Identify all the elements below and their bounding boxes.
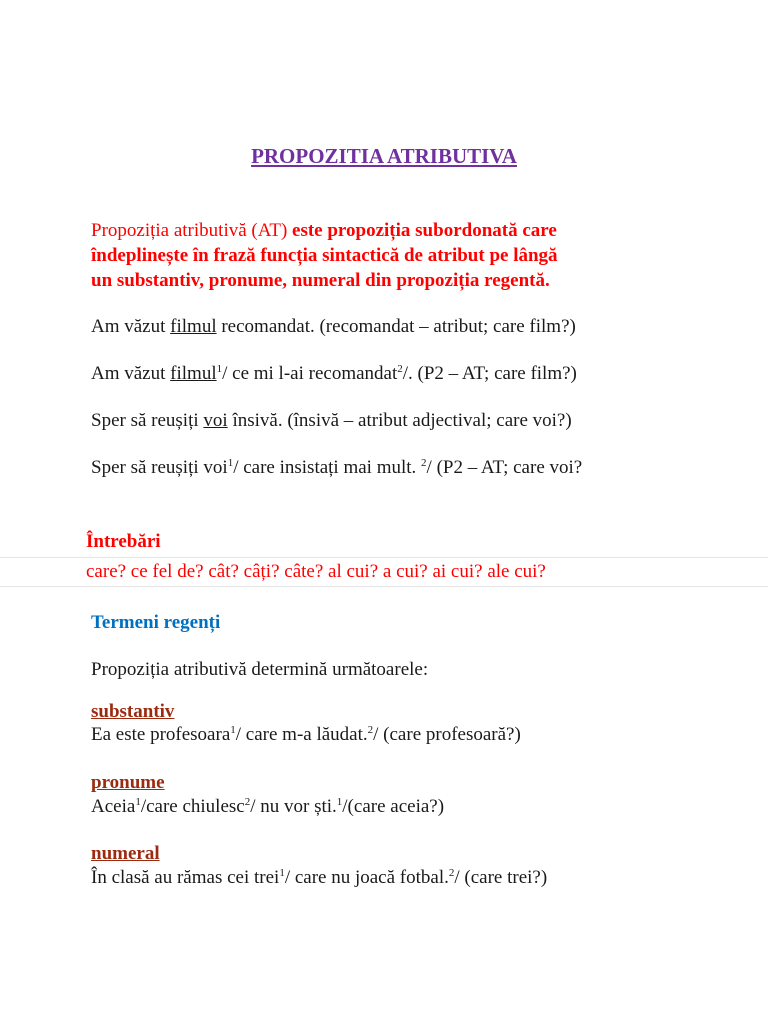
example-text: Ea este profesoara	[91, 724, 231, 745]
regent-example-substantiv	[91, 723, 521, 747]
example-text: În clasă au rămas cei trei	[91, 867, 280, 888]
example-1	[91, 315, 576, 339]
example-3	[91, 409, 572, 433]
example-text: / (care profesoară?)	[373, 724, 521, 745]
superscript: 1	[227, 457, 234, 469]
example-text: Am văzut	[91, 363, 171, 384]
questions-heading: Întrebări	[86, 531, 161, 552]
example-text: / ce mi l-ai recomandat	[222, 363, 398, 384]
definition-bold-3: un substantiv, pronume, numeral din propoziția regentă.	[91, 270, 550, 291]
example-text: însivă. (însivă – atribut adjectival; care voi?)	[227, 410, 572, 431]
definition-bold-2: îndeplinește în frază funcția sintactică de atribut pe lângă	[91, 245, 558, 266]
definition-lead: Propoziția atributivă (AT)	[91, 220, 293, 241]
page-title: PROPOZITIA ATRIBUTIVA	[251, 144, 517, 168]
superscript: 1	[135, 796, 141, 808]
example-text: Sper să reușiți voi	[91, 457, 228, 478]
example-text: recomandat. (recomandat – atribut; care film?)	[216, 316, 576, 337]
superscript: 2	[244, 796, 251, 808]
regents-intro: Propoziția atributivă determină următoarele:	[91, 659, 429, 680]
example-text: /. (P2 – AT; care film?)	[402, 363, 577, 384]
example-underlined: filmul	[170, 316, 217, 337]
example-underlined: voi	[203, 410, 228, 431]
superscript: 2	[367, 724, 374, 736]
superscript: 2	[448, 867, 455, 879]
category-substantiv: substantiv	[91, 701, 175, 722]
category-numeral: numeral	[91, 843, 160, 864]
example-text: / nu vor ști.	[250, 796, 337, 817]
category-pronume: pronume	[91, 772, 165, 793]
regent-example-numeral	[91, 866, 547, 890]
example-text: Sper să reușiți	[91, 410, 204, 431]
example-2	[91, 362, 577, 386]
example-text: / care insistați mai mult.	[233, 457, 422, 478]
definition-bold-1: este propoziția subordonată care	[292, 220, 557, 241]
example-text: Am văzut	[91, 316, 171, 337]
example-underlined: filmul	[170, 363, 217, 384]
example-text: / (P2 – AT; care voi?	[426, 457, 583, 478]
example-text: /care chiulesc	[140, 796, 245, 817]
example-text: /(care aceia?)	[342, 796, 445, 817]
definition-paragraph	[91, 218, 558, 293]
regents-heading: Termeni regenți	[91, 612, 221, 633]
example-text: / care nu joacă fotbal.	[284, 867, 449, 888]
example-text: / (care trei?)	[454, 867, 548, 888]
example-text: Aceia	[91, 796, 136, 817]
superscript: 1	[336, 796, 343, 808]
superscript: 2	[397, 363, 403, 375]
example-text: / care m-a lăudat.	[235, 724, 368, 745]
superscript: 1	[230, 724, 236, 736]
superscript: 1	[216, 363, 223, 375]
superscript: 1	[279, 867, 285, 879]
example-4	[91, 456, 582, 480]
superscript: 2	[421, 457, 427, 469]
questions-list: care? ce fel de? cât? câți? câte? al cui? a cui? ai cui? ale cui?	[86, 561, 546, 582]
regent-example-pronume	[91, 795, 444, 819]
